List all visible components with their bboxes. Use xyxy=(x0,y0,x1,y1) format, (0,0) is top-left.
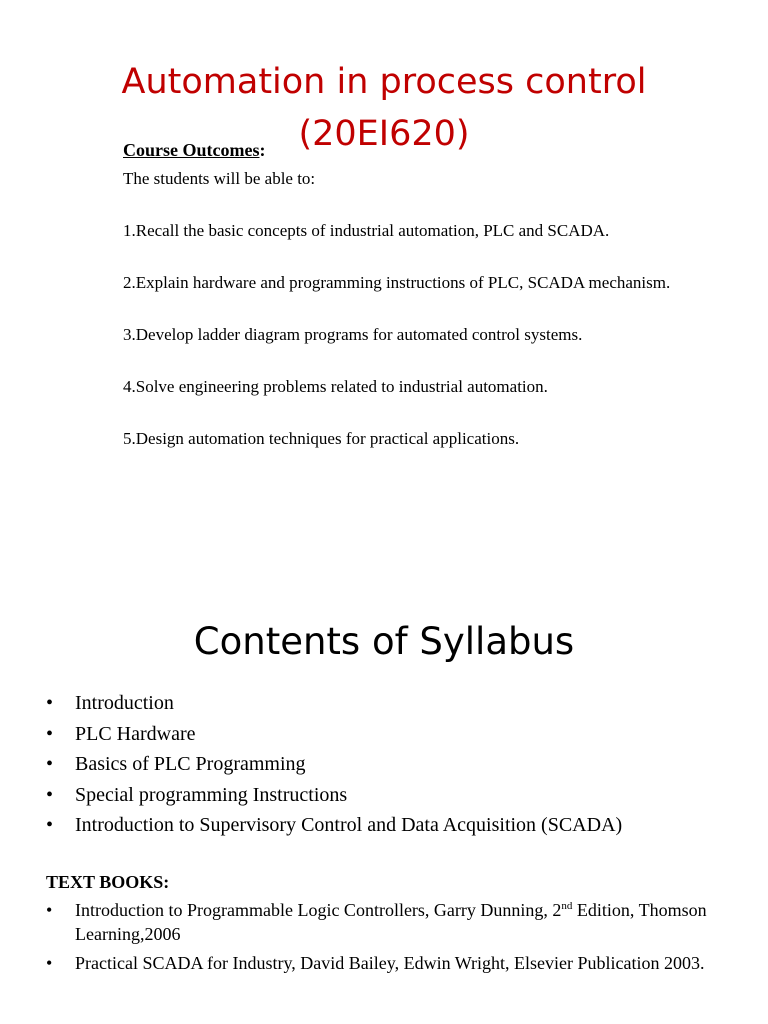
outcome-item-1: 1.Recall the basic concepts of industrial automation, PLC and SCADA. xyxy=(123,221,610,240)
text-books-heading: TEXT BOOKS: xyxy=(46,872,170,892)
outcome-item-5: 5.Design automation techniques for practical applications. xyxy=(123,429,520,448)
text-book-item xyxy=(46,951,726,975)
text-book-1-main: Introduction to Programmable Logic Controllers, Garry Dunning, 2 xyxy=(75,900,562,920)
text-book-1-rest: Edition, Thomson Learning,2006 xyxy=(75,900,707,944)
outcome-item-4: 4.Solve engineering problems related to industrial automation. xyxy=(123,377,548,396)
course-outcomes-list xyxy=(123,219,683,450)
bullet-icon: • xyxy=(46,722,54,745)
outcome-item-2: 2.Explain hardware and programming instructions of PLC, SCADA mechanism. xyxy=(123,273,671,292)
title-course-code: (20EI620) xyxy=(298,114,470,154)
bullet-icon: • xyxy=(46,814,54,836)
syllabus-title: Contents of Syllabus xyxy=(193,620,575,663)
course-outcomes-intro: The students will be able to: xyxy=(123,169,316,188)
bullet-icon: • xyxy=(46,753,54,775)
text-book-2: Practical SCADA for Industry, David Bailey, Edwin Wright, Elsevier Publication 2003. xyxy=(75,953,705,973)
syllabus-topic-item xyxy=(46,719,746,750)
syllabus-topic-item xyxy=(46,749,746,780)
outcome-item-3: 3.Develop ladder diagram programs for automated control systems. xyxy=(123,325,583,344)
course-outcomes-colon: : xyxy=(259,140,266,160)
syllabus-topic-text: PLC Hardware xyxy=(75,722,196,745)
bullet-icon: • xyxy=(46,953,53,973)
syllabus-topic-text: Basics of PLC Programming xyxy=(75,753,306,775)
syllabus-topic-text: Introduction xyxy=(75,692,174,714)
text-books-list xyxy=(46,898,726,980)
course-outcomes-section xyxy=(123,139,683,450)
edition-superscript: nd xyxy=(561,900,573,912)
course-outcomes-heading xyxy=(123,139,683,162)
syllabus-topic-list xyxy=(46,688,746,841)
syllabus-topic-text: Special programming Instructions xyxy=(75,783,348,806)
bullet-icon: • xyxy=(46,900,53,920)
text-book-1 xyxy=(75,900,707,944)
bullet-icon: • xyxy=(46,692,54,714)
syllabus-topic-item xyxy=(46,810,746,841)
title-line-1: Automation in process control xyxy=(121,62,647,102)
course-outcomes-heading-text: Course Outcomes xyxy=(123,140,260,160)
syllabus-topic-item xyxy=(46,780,746,811)
text-book-item xyxy=(46,898,726,946)
syllabus-topic-text: Introduction to Supervisory Control and Data Acquisition (SCADA) xyxy=(75,814,623,836)
syllabus-topic-item xyxy=(46,688,746,719)
bullet-icon: • xyxy=(46,783,54,806)
